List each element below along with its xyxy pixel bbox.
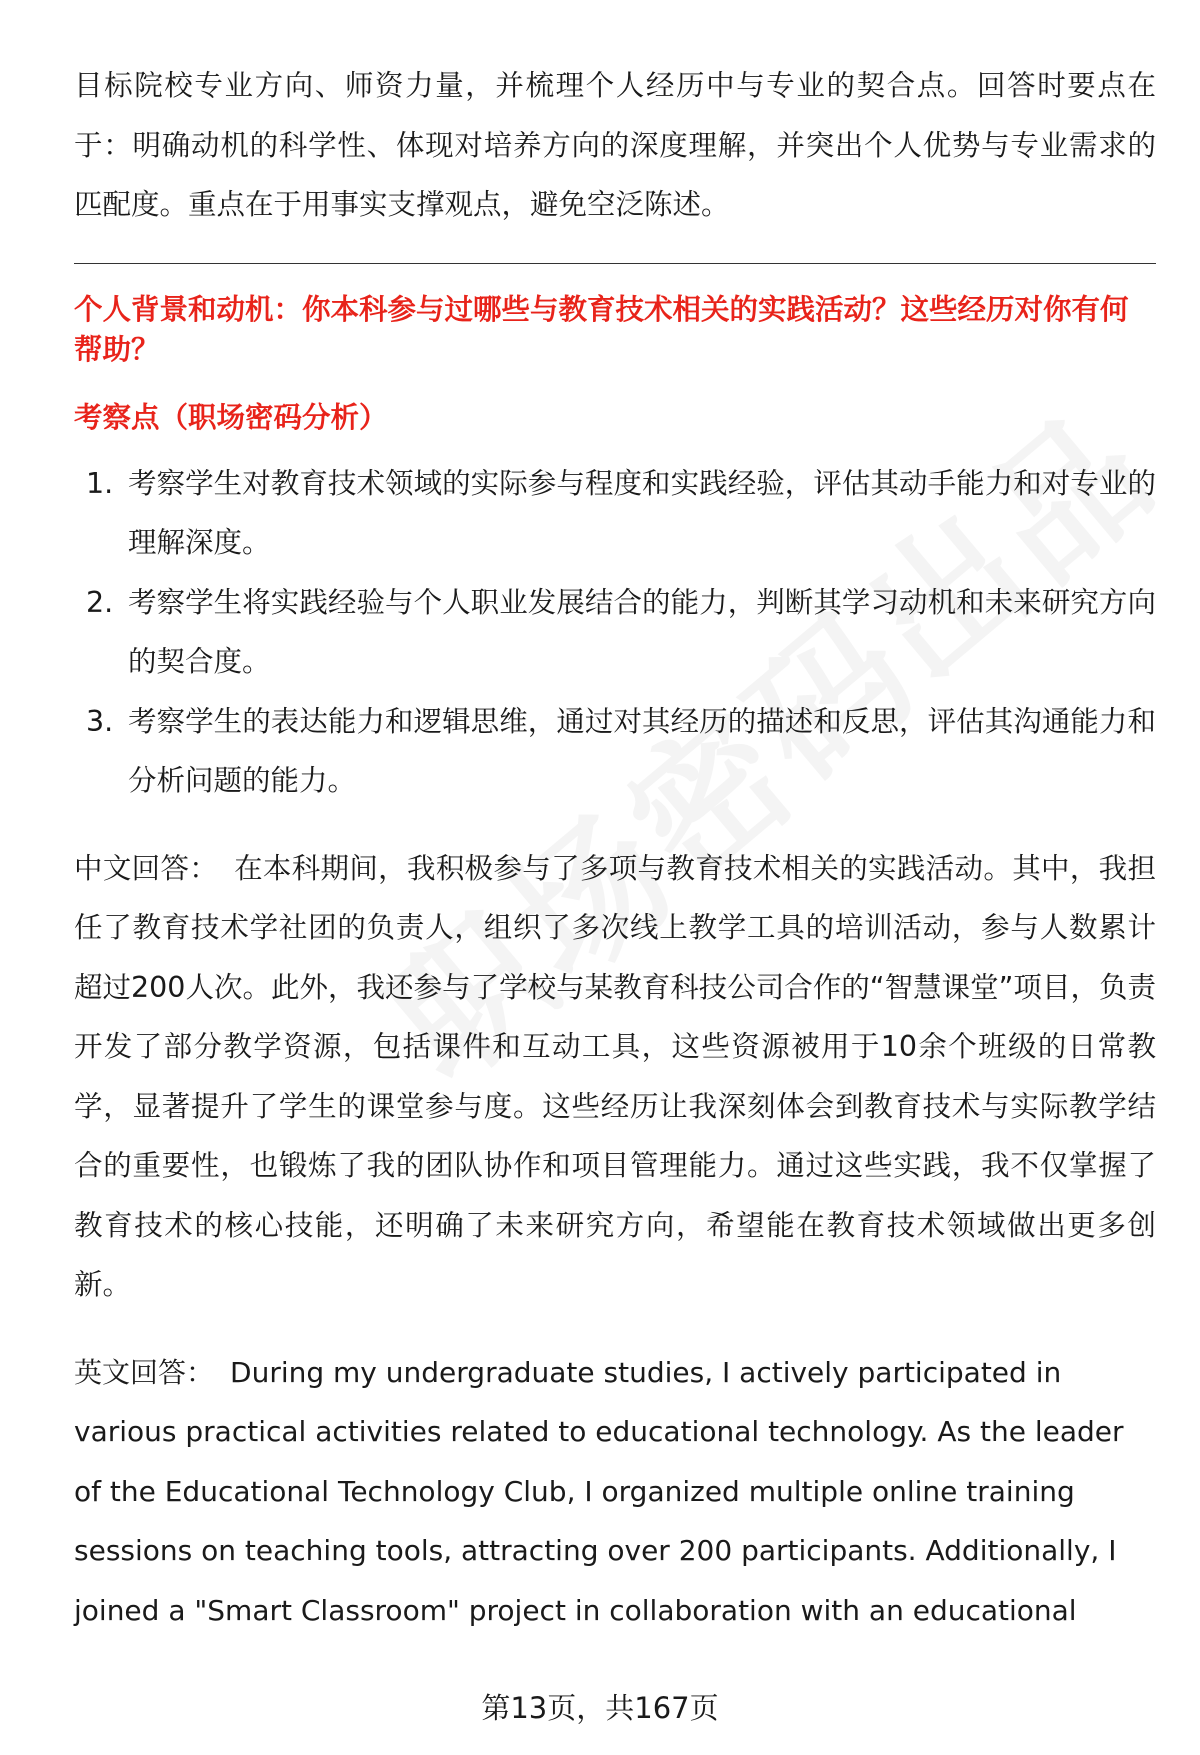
english-answer-text: During my undergraduate studies, I actively participated in various practical activities related to educational technology. As the leader of the Educational Technology Club, I organized multiple online training sessions on teaching tools, attracting over 200 participants. Additionally, I joined a "Smart Classroom" project in collaboration with an educational [74, 1355, 1124, 1627]
list-item-number: 1. [86, 466, 114, 500]
english-answer [74, 1343, 1156, 1641]
list-item [74, 454, 1156, 573]
list-item-text: 考察学生将实践经验与个人职业发展结合的能力，判断其学习动机和未来研究方向的契合度。 [128, 585, 1156, 678]
assessment-list [74, 454, 1156, 811]
document-page [74, 56, 1156, 1640]
list-item-text: 考察学生对教育技术领域的实际参与程度和实践经验，评估其动手能力和对专业的理解深度。 [128, 466, 1156, 559]
chinese-answer [74, 839, 1156, 1315]
question-title: 个人背景和动机：你本科参与过哪些与教育技术相关的实践活动？这些经历对你有何帮助？ [74, 292, 1129, 366]
list-item-text: 考察学生的表达能力和逻辑思维，通过对其经历的描述和反思，评估其沟通能力和分析问题的能力。 [128, 704, 1156, 797]
list-item-number: 3. [86, 704, 114, 738]
list-item-number: 2. [86, 585, 114, 619]
chinese-answer-label: 中文回答： [74, 851, 219, 885]
list-item [74, 573, 1156, 692]
page-number-footer: 第13页，共167页 [481, 1691, 719, 1725]
english-answer-label: 英文回答： [74, 1355, 215, 1389]
list-item [74, 692, 1156, 811]
chinese-answer-text: 在本科期间，我积极参与了多项与教育技术相关的实践活动。其中，我担任了教育技术学社团的负责人，组织了多次线上教学工具的培训活动，参与人数累计超过200人次。此外，我还参与了学校与某教育科技公司合作的“智慧课堂”项目，负责开发了部分教学资源，包括课件和互动工具，这些资源被用于10余个班级的日常教学，显著提升了学生的课堂参与度。这些经历让我深刻体会到教育技术与实际教学结合的重要性，也锻炼了我的团队协作和项目管理能力。通过这些实践，我不仅掌握了教育技术的核心技能，还明确了未来研究方向，希望能在教育技术领域做出更多创新。 [74, 851, 1156, 1301]
section-divider [74, 263, 1156, 264]
intro-paragraph: 目标院校专业方向、师资力量，并梳理个人经历中与专业的契合点。回答时要点在于：明确动机的科学性、体现对培养方向的深度理解，并突出个人优势与专业需求的匹配度。重点在于用事实支撑观点，避免空泛陈述。 [74, 69, 1156, 221]
assessment-heading: 考察点（职场密码分析） [74, 400, 388, 434]
